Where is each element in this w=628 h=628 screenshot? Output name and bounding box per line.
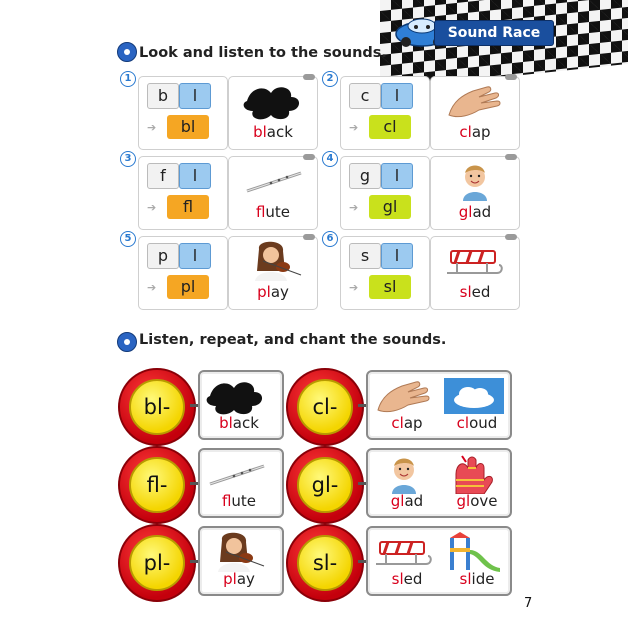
sound-badge <box>118 446 196 524</box>
arrow-right-icon: ➔ <box>147 201 157 214</box>
blend-tile: bl <box>167 115 209 139</box>
word-blend: bl <box>219 414 233 432</box>
blend-tile: pl <box>167 275 209 299</box>
item-number: 4 <box>322 151 338 167</box>
example-word <box>229 123 317 141</box>
activity-card-5 <box>124 233 318 308</box>
sound-badge <box>118 524 196 602</box>
cloud-sky-icon <box>442 376 506 416</box>
activity-card-1 <box>124 73 318 148</box>
sound-label: cl- <box>297 379 353 435</box>
sled-icon <box>443 241 507 281</box>
chant-word <box>372 570 442 588</box>
speaker-icon[interactable] <box>303 154 315 160</box>
second-letter-tile: l <box>179 83 211 109</box>
word-rest: ove <box>470 492 498 510</box>
arrow-right-icon: ➔ <box>147 281 157 294</box>
sound-badge <box>286 368 364 446</box>
chant-word <box>442 570 512 588</box>
blend-tile: fl <box>167 195 209 219</box>
item-number: 6 <box>322 231 338 247</box>
picture-box <box>228 76 318 150</box>
chant-picture <box>372 454 442 494</box>
word-rest: ad <box>472 203 492 221</box>
page-number: 7 <box>524 596 533 611</box>
blend-tile: gl <box>369 195 411 219</box>
arrow-right-icon: ➔ <box>349 121 359 134</box>
word-blend: gl <box>390 492 405 510</box>
sound-label: gl- <box>297 457 353 513</box>
letter-panel <box>138 76 228 150</box>
blend-tile: sl <box>369 275 411 299</box>
violin-girl-icon <box>241 241 305 281</box>
chant-word <box>204 492 274 510</box>
arrow-right-icon: ➔ <box>349 201 359 214</box>
blend-tile: cl <box>369 115 411 139</box>
word-rest: ay <box>270 283 289 301</box>
letter-panel <box>340 76 430 150</box>
letter-panel <box>340 236 430 310</box>
example-word <box>229 283 317 301</box>
example-word <box>431 203 519 221</box>
sound-badge <box>286 446 364 524</box>
chant-picture <box>372 532 442 572</box>
page-banner: Sound Race <box>434 20 554 46</box>
item-number: 2 <box>322 71 338 87</box>
word-blend: pl <box>223 570 237 588</box>
activity-card-3 <box>124 153 318 228</box>
picture-box <box>430 236 520 310</box>
flute-icon <box>204 454 268 494</box>
word-blend: pl <box>257 283 271 301</box>
item-number: 1 <box>120 71 136 87</box>
word-blend: cl <box>459 123 472 141</box>
first-letter-tile: b <box>147 83 179 109</box>
clapping-hands-icon <box>372 376 436 416</box>
sound-label: bl- <box>129 379 185 435</box>
first-letter-tile: c <box>349 83 381 109</box>
first-letter-tile: g <box>349 163 381 189</box>
clapping-hands-icon <box>443 81 507 121</box>
chant-word <box>442 414 512 432</box>
flute-icon <box>241 161 305 201</box>
chant-picture <box>204 376 274 416</box>
picture-box <box>228 236 318 310</box>
activity-card-4 <box>326 153 520 228</box>
chant-word <box>372 492 442 510</box>
chant-picture <box>372 376 442 416</box>
chant-word <box>204 570 274 588</box>
chant-word <box>372 414 442 432</box>
word-blend: cl <box>391 414 404 432</box>
word-blend: sl <box>459 570 472 588</box>
cd-track-icon[interactable] <box>117 332 137 362</box>
speaker-icon[interactable] <box>505 234 517 240</box>
word-rest: oud <box>469 414 498 432</box>
happy-boy-icon <box>443 161 507 201</box>
picture-box <box>430 76 520 150</box>
picture-box <box>228 156 318 230</box>
word-blend: bl <box>253 123 267 141</box>
chant-word <box>442 492 512 510</box>
violin-girl-icon <box>204 532 268 572</box>
word-blend: cl <box>456 414 470 432</box>
sound-label: sl- <box>297 535 353 591</box>
word-blend: sl <box>459 283 472 301</box>
slide-icon <box>442 532 506 572</box>
arrow-right-icon: ➔ <box>147 121 157 134</box>
word-rest: ap <box>471 123 491 141</box>
example-word <box>229 203 317 221</box>
word-blend: gl <box>458 203 473 221</box>
word-rest: ed <box>471 283 491 301</box>
chant-picture <box>442 376 512 416</box>
second-letter-tile: l <box>381 163 413 189</box>
sound-label: fl- <box>129 457 185 513</box>
second-letter-tile: l <box>381 243 413 269</box>
word-blend: sl <box>391 570 404 588</box>
chant-picture <box>442 532 512 572</box>
word-rest: ack <box>266 123 293 141</box>
second-letter-tile: l <box>179 243 211 269</box>
sled-icon <box>372 532 436 572</box>
sound-label: pl- <box>129 535 185 591</box>
word-rest: ap <box>403 414 423 432</box>
word-rest: ide <box>471 570 495 588</box>
letter-panel <box>138 236 228 310</box>
example-word <box>431 283 519 301</box>
speaker-icon[interactable] <box>303 74 315 80</box>
section-title-chant: Listen, repeat, and chant the sounds. <box>139 332 447 348</box>
chant-picture <box>204 454 274 494</box>
first-letter-tile: f <box>147 163 179 189</box>
chant-word <box>204 414 274 432</box>
word-rest: ay <box>236 570 255 588</box>
letter-panel <box>340 156 430 230</box>
chant-picture <box>442 454 512 494</box>
word-rest: ed <box>403 570 423 588</box>
letter-panel <box>138 156 228 230</box>
word-rest: ad <box>404 492 424 510</box>
word-blend: fl <box>221 492 232 510</box>
word-rest: ute <box>231 492 257 510</box>
second-letter-tile: l <box>381 83 413 109</box>
ink-blot-icon <box>241 81 305 121</box>
speaker-icon[interactable] <box>505 74 517 80</box>
picture-box <box>430 156 520 230</box>
cd-track-icon[interactable] <box>117 42 137 72</box>
section-title-look: Look and listen to the sounds. <box>139 45 387 61</box>
speaker-icon[interactable] <box>505 154 517 160</box>
item-number: 3 <box>120 151 136 167</box>
speaker-icon[interactable] <box>303 234 315 240</box>
word-blend: gl <box>456 492 471 510</box>
first-letter-tile: p <box>147 243 179 269</box>
word-rest: ute <box>265 203 291 221</box>
first-letter-tile: s <box>349 243 381 269</box>
word-rest: ack <box>232 414 259 432</box>
item-number: 5 <box>120 231 136 247</box>
example-word <box>431 123 519 141</box>
sound-badge <box>286 524 364 602</box>
happy-boy-icon <box>372 454 436 494</box>
chant-picture <box>204 532 274 572</box>
arrow-right-icon: ➔ <box>349 281 359 294</box>
ink-blot-icon <box>204 376 268 416</box>
activity-card-6 <box>326 233 520 308</box>
second-letter-tile: l <box>179 163 211 189</box>
activity-card-2 <box>326 73 520 148</box>
sound-badge <box>118 368 196 446</box>
word-blend: fl <box>255 203 266 221</box>
glove-icon <box>442 454 506 494</box>
